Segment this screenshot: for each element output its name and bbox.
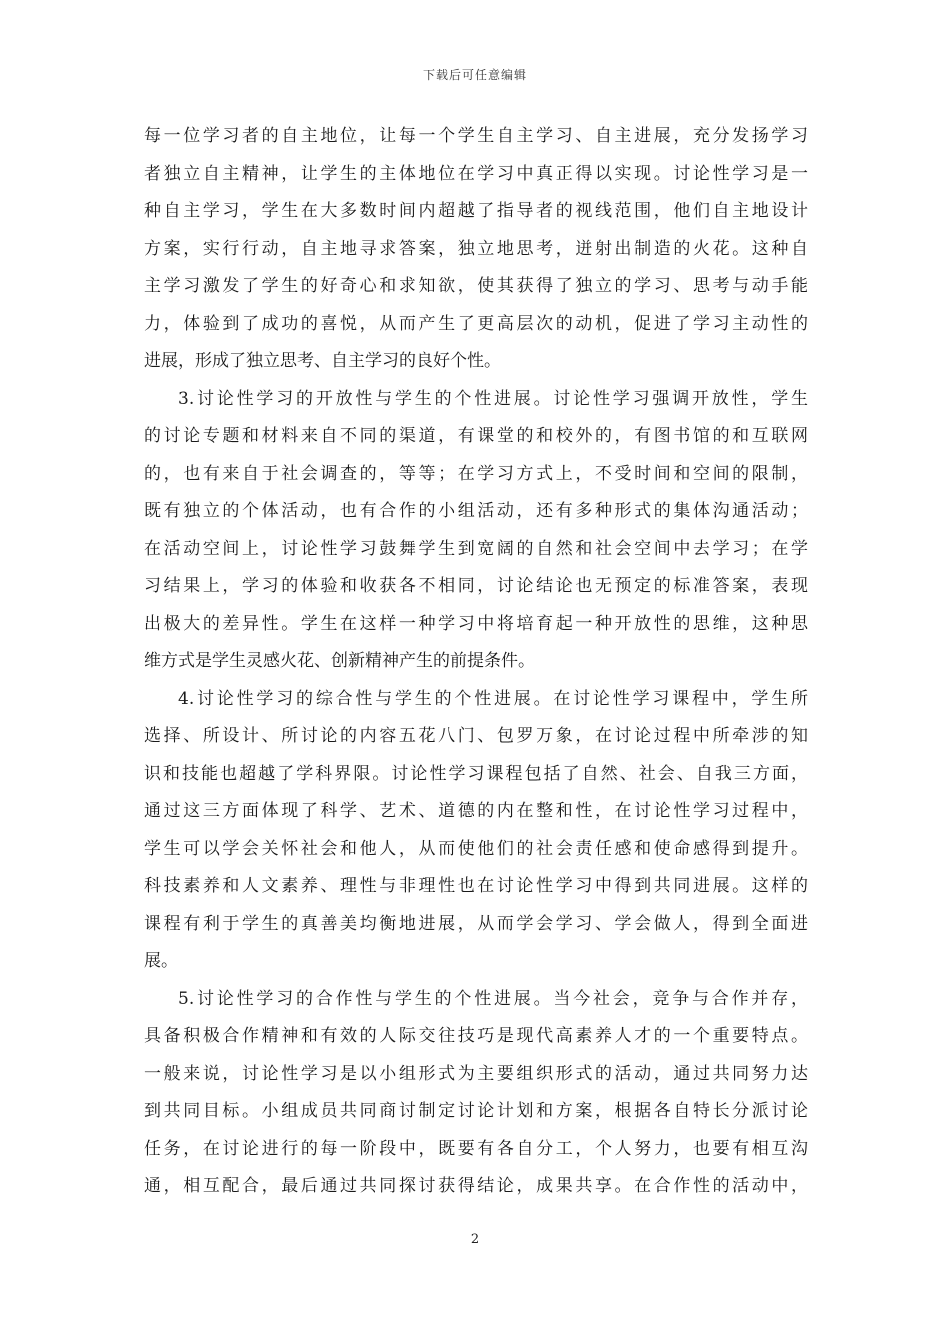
text-line: 出极大的差异性。学生在这样一种学习中将培育起一种开放性的思维，这种思 bbox=[144, 613, 808, 634]
text-line: 通过这三方面体现了科学、艺术、道德的内在整和性，在讨论性学习过程中， bbox=[144, 801, 808, 821]
text-line: 通，相互配合，最后通过共同探讨获得结论，成果共享。在合作性的活动中， bbox=[144, 1176, 808, 1196]
text-line: 力，体验到了成功的喜悦，从而产生了更高层次的动机，促进了学习主动性的 bbox=[144, 313, 808, 334]
text-line: 学生可以学会关怀社会和他人，从而使他们的社会责任感和使命感得到提升。 bbox=[144, 838, 808, 859]
document-body bbox=[144, 124, 808, 1212]
text-line: 习结果上，学习的体验和收获各不相同，讨论结论也无预定的标准答案，表现 bbox=[144, 576, 808, 596]
text-line: 课程有利于学生的真善美均衡地进展，从而学会学习、学会做人，得到全面进 bbox=[144, 913, 808, 934]
text-line: 到共同目标。小组成员共同商讨制定讨论计划和方案，根据各自特长分派讨论 bbox=[144, 1101, 808, 1121]
paragraph bbox=[144, 124, 808, 387]
text-line: 主学习激发了学生的好奇心和求知欲，使其获得了独立的学习、思考与动手能 bbox=[144, 276, 808, 296]
text-line: 展。 bbox=[144, 951, 178, 971]
text-line: 每一位学习者的自主地位，让每一个学生自主学习、自主进展，充分发扬学习 bbox=[144, 126, 808, 146]
text-line: 在活动空间上，讨论性学习鼓舞学生到宽阔的自然和社会空间中去学习；在学 bbox=[144, 538, 808, 559]
paragraph bbox=[144, 387, 808, 687]
page-header: 下载后可任意编辑 bbox=[422, 68, 527, 82]
text-line: 进展，形成了独立思考、自主学习的良好个性。 bbox=[144, 351, 501, 371]
text-line: 一般来说，讨论性学习是以小组形式为主要组织形式的活动，通过共同努力达 bbox=[144, 1063, 808, 1084]
text-line: 种自主学习，学生在大多数时间内超越了指导者的视线范围，他们自主地设计 bbox=[144, 201, 808, 221]
text-line: 选择、所设计、所讨论的内容五花八门、包罗万象，在讨论过程中所牵涉的知 bbox=[144, 726, 808, 746]
text-line: 者独立自主精神，让学生的主体地位在学习中真正得以实现。讨论性学习是一 bbox=[144, 163, 808, 184]
text-line: 4.讨论性学习的综合性与学生的个性进展。在讨论性学习课程中，学生所 bbox=[178, 688, 808, 709]
text-line: 方案，实行行动，自主地寻求答案，独立地思考，迸射出制造的火花。这种自 bbox=[144, 238, 808, 259]
text-line: 的讨论专题和材料来自不同的渠道，有课堂的和校外的，有图书馆的和互联网 bbox=[144, 426, 808, 446]
text-line: 具备积极合作精神和有效的人际交往技巧是现代高素养人才的一个重要特点。 bbox=[144, 1026, 808, 1046]
text-line: 既有独立的个体活动，也有合作的小组活动，还有多种形式的集体沟通活动； bbox=[144, 501, 808, 521]
text-line: 3.讨论性学习的开放性与学生的个性进展。讨论性学习强调开放性，学生 bbox=[178, 388, 808, 409]
paragraph bbox=[144, 687, 808, 987]
text-line: 5.讨论性学习的合作性与学生的个性进展。当今社会，竞争与合作并存， bbox=[178, 988, 808, 1009]
text-line: 维方式是学生灵感火花、创新精神产生的前提条件。 bbox=[144, 651, 535, 671]
text-line: 识和技能也超越了学科界限。讨论性学习课程包括了自然、社会、自我三方面， bbox=[144, 763, 808, 784]
paragraph bbox=[144, 987, 808, 1212]
text-line: 的，也有来自于社会调查的，等等；在学习方式上，不受时间和空间的限制， bbox=[144, 463, 808, 484]
text-line: 科技素养和人文素养、理性与非理性也在讨论性学习中得到共同进展。这样的 bbox=[144, 876, 808, 896]
text-line: 任务，在讨论进行的每一阶段中，既要有各自分工，个人努力，也要有相互沟 bbox=[144, 1138, 808, 1159]
page-number: 2 bbox=[470, 1232, 480, 1247]
